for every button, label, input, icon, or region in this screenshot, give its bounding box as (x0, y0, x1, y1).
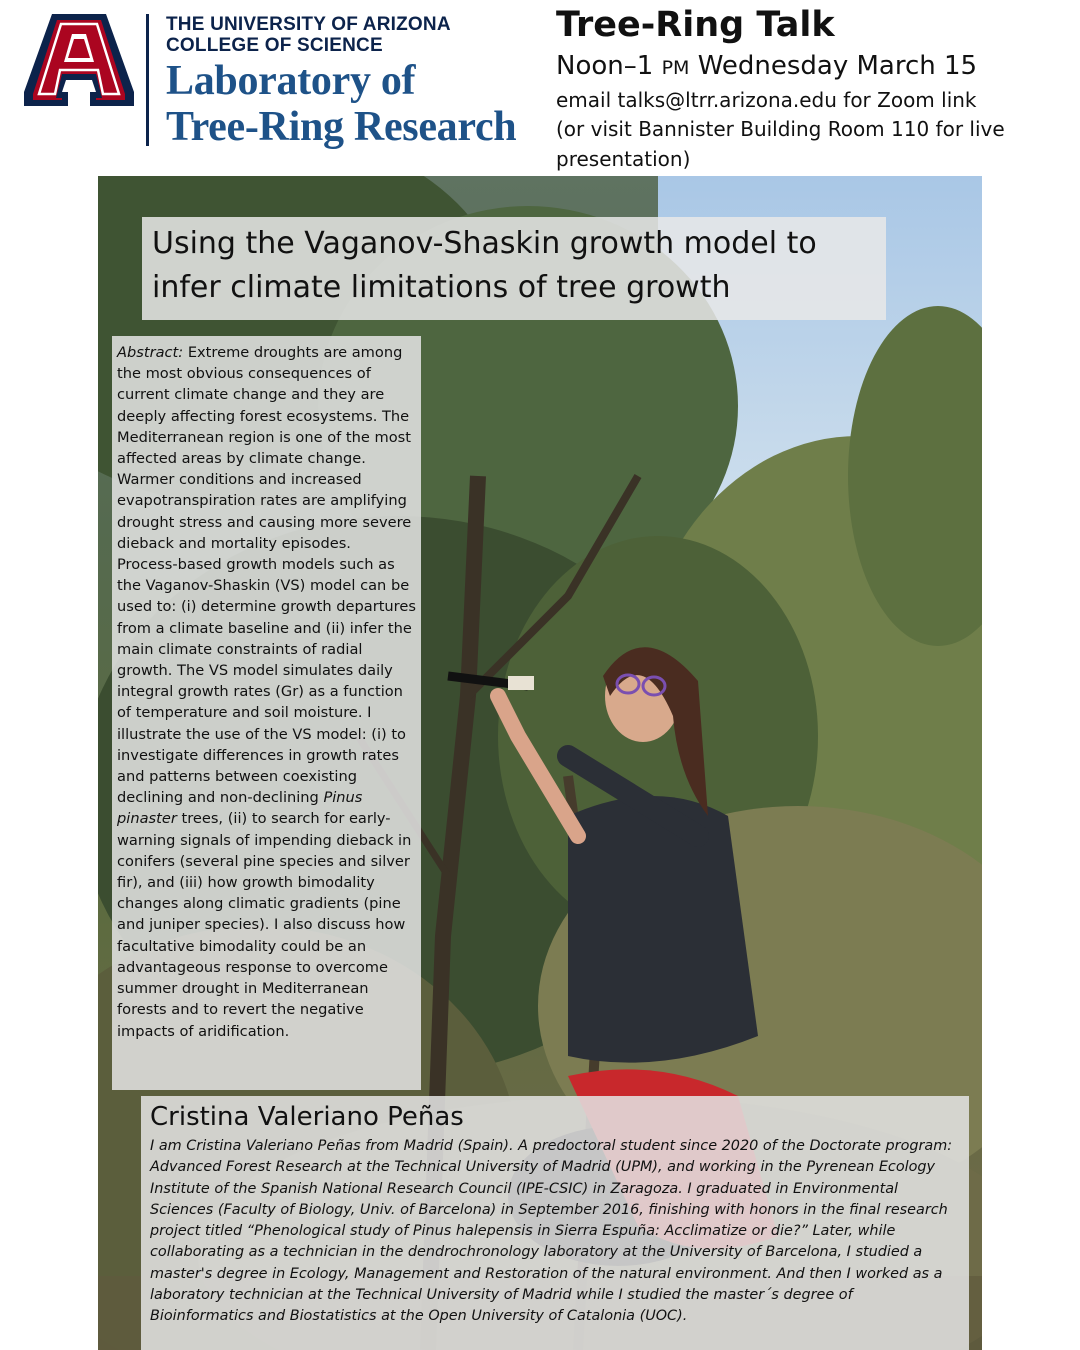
abstract-text-part2: trees, (ii) to search for early-warning signals of impending dieback in conifers (several pine species and silver fir), and (iii) how growth bimodality changes along climatic gradients (pine and juniper species). I also discuss how facultative bimodality could be an advantageous response to overcome summer drought in Mediterranean forests and to revert the negative impacts of aridification. (117, 810, 412, 1040)
university-name (166, 14, 451, 56)
talk-email-line: email talks@ltrr.arizona.edu for Zoom link (556, 88, 977, 112)
talk-datetime (556, 48, 977, 86)
abstract-text-part1: Extreme droughts are among the most obvious consequences of current climate change and they are deeply affecting forest ecosystems. The Mediterranean region is one of the most affected areas by climate change. Warmer conditions and increased evapotranspiration rates are amplifying drought stress and causing more severe dieback and mortality episodes. Process-based growth models such as the Vaganov-Shaskin (VS) model can be used to: (i) determine growth departures from a climate baseline and (ii) infer the main climate constraints of radial growth. The VS model simulates daily integral growth rates (Gr) as a function of temperature and soil moisture. I illustrate the use of the VS model: (i) to investigate differences in growth rates and patterns between coexisting declining and non-declining (117, 344, 416, 807)
abstract-paragraph (117, 342, 416, 1042)
speaker-bio-box (141, 1096, 969, 1350)
abstract-label: Abstract: (117, 344, 184, 361)
lab-name-line1: Laboratory of (166, 58, 416, 104)
university-logo-icon (24, 14, 134, 106)
talk-title-line2: infer climate limitations of tree growth (152, 270, 731, 305)
header-divider (146, 14, 149, 146)
talk-title-line1: Using the Vaganov-Shaskin growth model to (152, 226, 817, 261)
speaker-name: Cristina Valeriano Peñas (150, 1102, 464, 1132)
talk-visit-line: (or visit Bannister Building Room 110 for live presentation) (556, 117, 1005, 171)
talk-title-box (142, 217, 886, 320)
talk-date: Wednesday March 15 (697, 51, 978, 81)
talk-time-range: Noon–1 (556, 51, 654, 81)
lab-name (166, 58, 516, 150)
college-line: COLLEGE OF SCIENCE (166, 35, 383, 56)
university-line: THE UNIVERSITY OF ARIZONA (166, 14, 451, 35)
talk-series-title: Tree-Ring Talk (556, 5, 835, 45)
lab-name-line2: Tree-Ring Research (166, 104, 517, 150)
talk-time-period: PM (661, 57, 690, 79)
speaker-bio: I am Cristina Valeriano Peñas from Madrid (Spain). A predoctoral student since 2020 of the Doctorate program: Advanced Forest Research at the Technical University of Madrid (UPM), and working in the Pyrenean Ecology Institute of the Spanish National Research Council (IPE-CSIC) in Zaragoza. I graduated in Environmental Sciences (Faculty of Biology, Univ. of Barcelona) in September 2016, finishing with honors in the final research project titled “Phenological study of Pinus halepensis in Sierra Espuña: Acclimatize or die?” Later, while collaborating as a technician in the dendrochronology laboratory at the University of Barcelona, I studied a master's degree in Ecology, Management and Restoration of the natural environment. And then I worked as a laboratory technician at the Technical University of Madrid while I studied the master´s degree of Bioinformatics and Biostatistics at the Open University of Catalonia (UOC). (150, 1138, 953, 1325)
abstract-box (112, 336, 421, 1090)
abstract-species: Pinus pinaster (117, 789, 363, 828)
